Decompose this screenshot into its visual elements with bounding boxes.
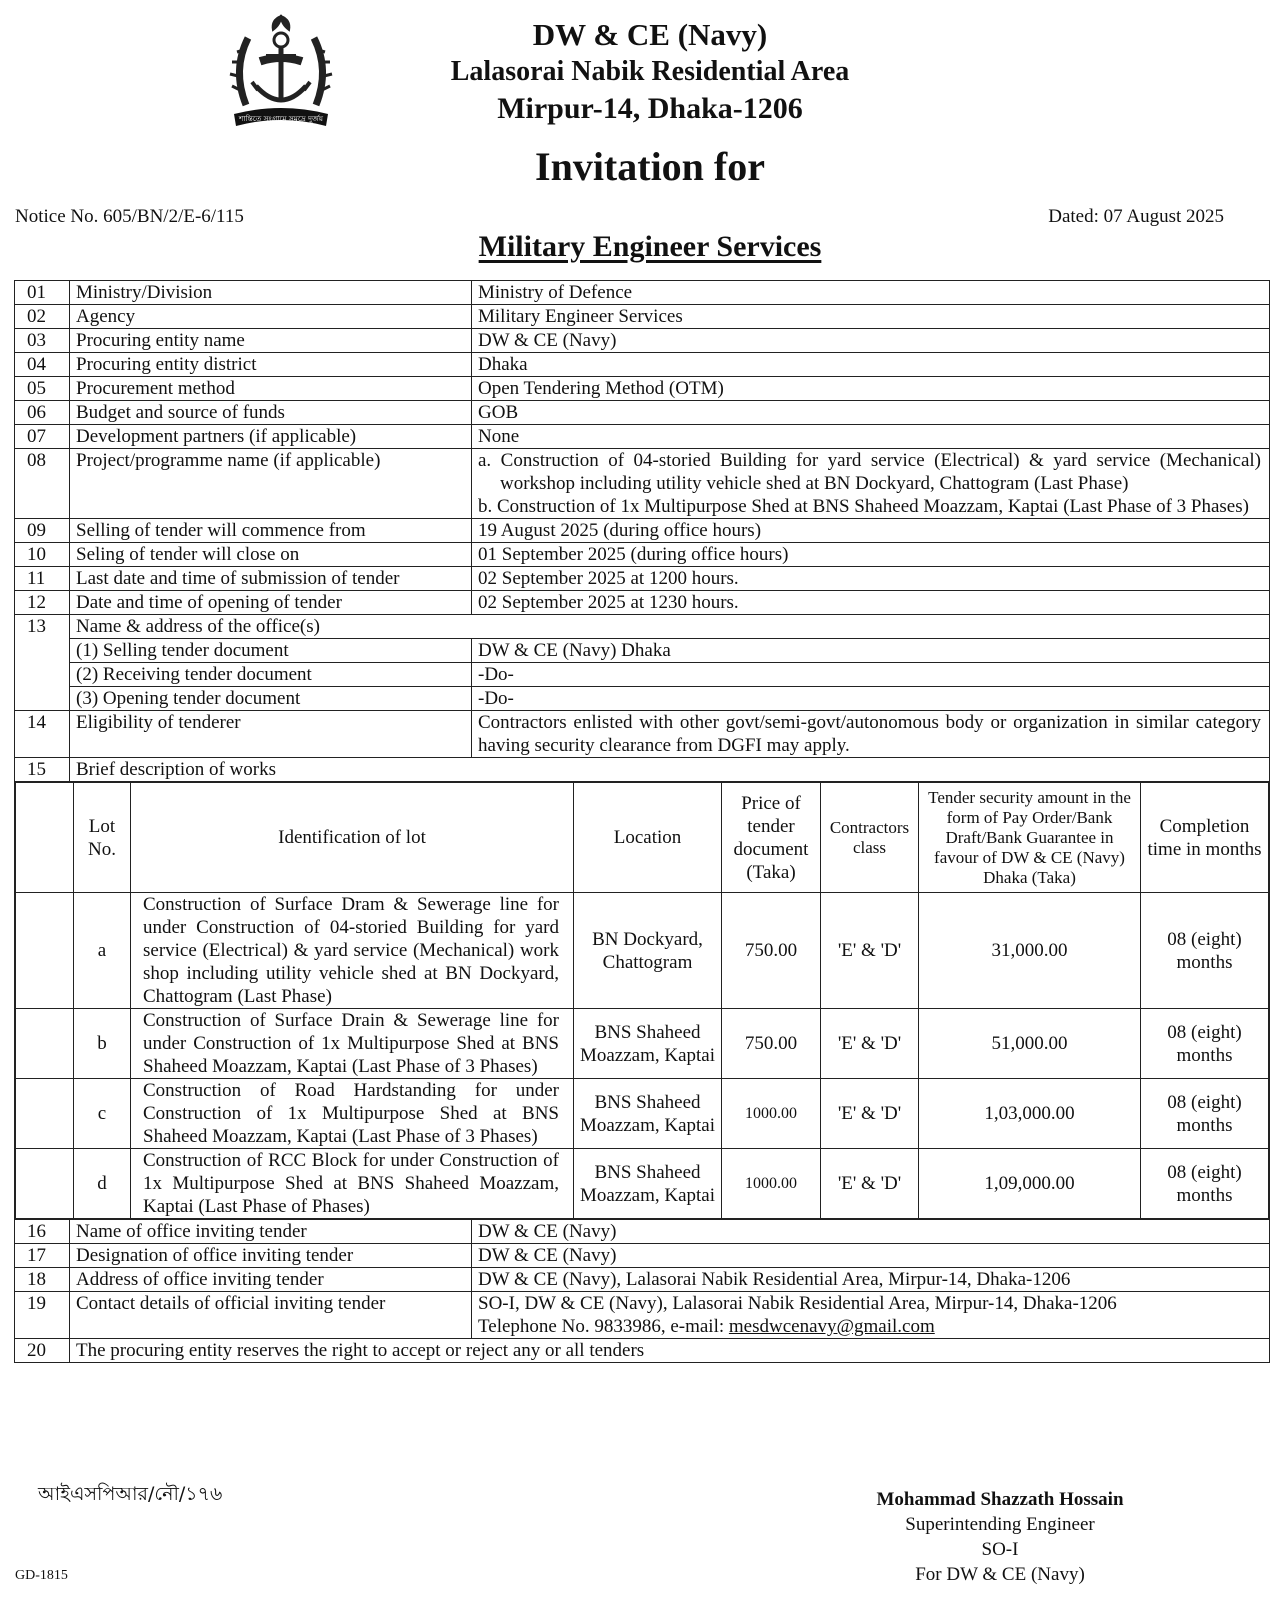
final-row: 20 The procuring entity reserves the right to accept or reject any or all tenders (15, 1339, 1270, 1363)
project-b: b. Construction of 1x Multipurpose Shed at BNS Shaheed Moazzam, Kaptai (Last Phase of 3 Phases) (478, 496, 1249, 517)
eligibility-row: 14 Eligibility of tenderer Contractors enlisted with other govt/semi-govt/autonomous body or organization in similar category having security clearance from DGFI may apply. (15, 711, 1270, 758)
org-name: DW & CE (Navy) (532, 17, 768, 52)
lot-row: b Construction of Surface Drain & Sewerage line for under Construction of 1x Multipurpose Shed at BNS Shaheed Moazzam, Kaptai (Last Phase of 3 Phases) BNS Shaheed Moazzam, Kaptai 750.00 'E' & 'D' 51,000.00 08 (eight) months (16, 1009, 1269, 1079)
col-lot-header: Lot No. (74, 783, 131, 893)
lot-row: c Construction of Road Hardstanding for under Construction of 1x Multipurpose Shed at BNS Shaheed Moazzam, Kaptai (Last Phase of 3 Phases) BNS Shaheed Moazzam, Kaptai 1000.00 'E' & 'D' 1,03,000.00 08 (eight) months (16, 1079, 1269, 1149)
project-a: a. Construction of 04-storied Building for yard service (Electrical) & yard service (Mechanical) workshop including utility vehicle shed at BN Dockyard, Chattogram (Last Phase) (478, 450, 1261, 494)
col-price-header: Price of tender document (Taka) (722, 783, 821, 893)
table-row: (3) Opening tender document -Do- (15, 687, 1270, 711)
logo-motto: শান্তিতে সংগ্রামে সমুদ্রে দুর্জয় (237, 115, 324, 123)
invitation-title: Invitation for (535, 144, 765, 189)
lots-table (15, 782, 1269, 1219)
table-row: 01 Ministry/Division Ministry of Defence (15, 281, 1270, 305)
table-row: 05 Procurement method Open Tendering Method (OTM) (15, 377, 1270, 401)
contact-row: 19 Contact details of official inviting tender SO-I, DW & CE (Navy), Lalasorai Nabik Residential Area, Mirpur-14, Dhaka-1206 Telephone No. 9833986, e-mail: mesdwcenavy@gmail.com (15, 1292, 1270, 1339)
table-row: 17 Designation of office inviting tender DW & CE (Navy) (15, 1244, 1270, 1268)
table-row: 09 Selling of tender will commence from 19 August 2025 (during office hours) (15, 519, 1270, 543)
lot-row: a Construction of Surface Dram & Sewerage line for under Construction of 04-storied Building for yard service (Electrical) & yard service (Mechanical) work shop including utility vehicle shed at BN Dockyard, Chattogram (Last Phase) BN Dockyard, Chattogram 750.00 'E' & 'D' 31,000.00 08 (eight) months (16, 893, 1269, 1009)
service-title: Military Engineer Services (478, 230, 822, 263)
table-row: 11 Last date and time of submission of tender 02 September 2025 at 1200 hours. (15, 567, 1270, 591)
signatory-designation: SO-I (981, 1539, 1019, 1560)
ispr-code: আইএসপিআর/নৌ/১৭৬ (38, 1483, 223, 1505)
table-row: 10 Seling of tender will close on 01 September 2025 (during office hours) (15, 543, 1270, 567)
table-row: 16 Name of office inviting tender DW & CE (Navy) (15, 1220, 1270, 1244)
contact-phone: Telephone No. 9833986, e-mail: (478, 1316, 725, 1337)
col-completion-header: Completion time in months (1141, 783, 1269, 893)
table-row: 07 Development partners (if applicable) None (15, 425, 1270, 449)
contact-email-link[interactable]: mesdwcenavy@gmail.com (728, 1316, 935, 1337)
table-row: (2) Receiving tender document -Do- (15, 663, 1270, 687)
lot-row: d Construction of RCC Block for under Construction of 1x Multipurpose Shed at BNS Shaheed Moazzam, Kaptai (Last Phase of Phases) BNS Shaheed Moazzam, Kaptai 1000.00 'E' & 'D' 1,09,000.00 08 (eight) months (16, 1149, 1269, 1219)
table-row: 18 Address of office inviting tender DW & CE (Navy), Lalasorai Nabik Residential Area, Mirpur-14, Dhaka-1206 (15, 1268, 1270, 1292)
col-class-header: Contractors class (821, 783, 919, 893)
col-security-header: Tender security amount in the form of Pay Order/Bank Draft/Bank Guarantee in favour of DW & CE (Navy) Dhaka (Taka) (919, 783, 1141, 893)
table-row: (1) Selling tender document DW & CE (Navy) Dhaka (15, 639, 1270, 663)
works-table-row (15, 782, 1270, 1220)
works-header-row: 15 Brief description of works (15, 758, 1270, 782)
signatory-name: Mohammad Shazzath Hossain (876, 1489, 1124, 1510)
table-row: 02 Agency Military Engineer Services (15, 305, 1270, 329)
table-row: 12 Date and time of opening of tender 02 September 2025 at 1230 hours. (15, 591, 1270, 615)
gd-number: GD-1815 (15, 1568, 68, 1583)
table-row: 03 Procuring entity name DW & CE (Navy) (15, 329, 1270, 353)
table-row: 04 Procuring entity district Dhaka (15, 353, 1270, 377)
signatory-org: For DW & CE (Navy) (915, 1564, 1085, 1585)
offices-header-row: 13 Name & address of the office(s) (15, 615, 1270, 639)
project-row: 08 Project/programme name (if applicable) a. Construction of 04-storied Building for yard service (Electrical) & yard service (Mechanical) workshop including utility vehicle shed at BN Dockyard, Chattogram (Last Phase) b. Construction of 1x Multipurpose Shed at BNS Shaheed Moazzam, Kaptai (Last Phase of 3 Phases) (15, 449, 1270, 519)
table-row: 06 Budget and source of funds GOB (15, 401, 1270, 425)
tender-table (14, 280, 1270, 1363)
org-area: Lalasorai Nabik Residential Area (450, 56, 850, 87)
signature-block (700, 1487, 1286, 1587)
contact-address: SO-I, DW & CE (Navy), Lalasorai Nabik Residential Area, Mirpur-14, Dhaka-1206 (478, 1293, 1117, 1314)
col-location-header: Location (574, 783, 722, 893)
notice-number: Notice No. 605/BN/2/E-6/115 (15, 206, 244, 227)
notice-date: Dated: 07 August 2025 (1048, 206, 1224, 227)
signatory-title: Superintending Engineer (905, 1514, 1095, 1535)
org-city: Mirpur-14, Dhaka-1206 (497, 92, 803, 125)
col-identification-header: Identification of lot (131, 783, 574, 893)
